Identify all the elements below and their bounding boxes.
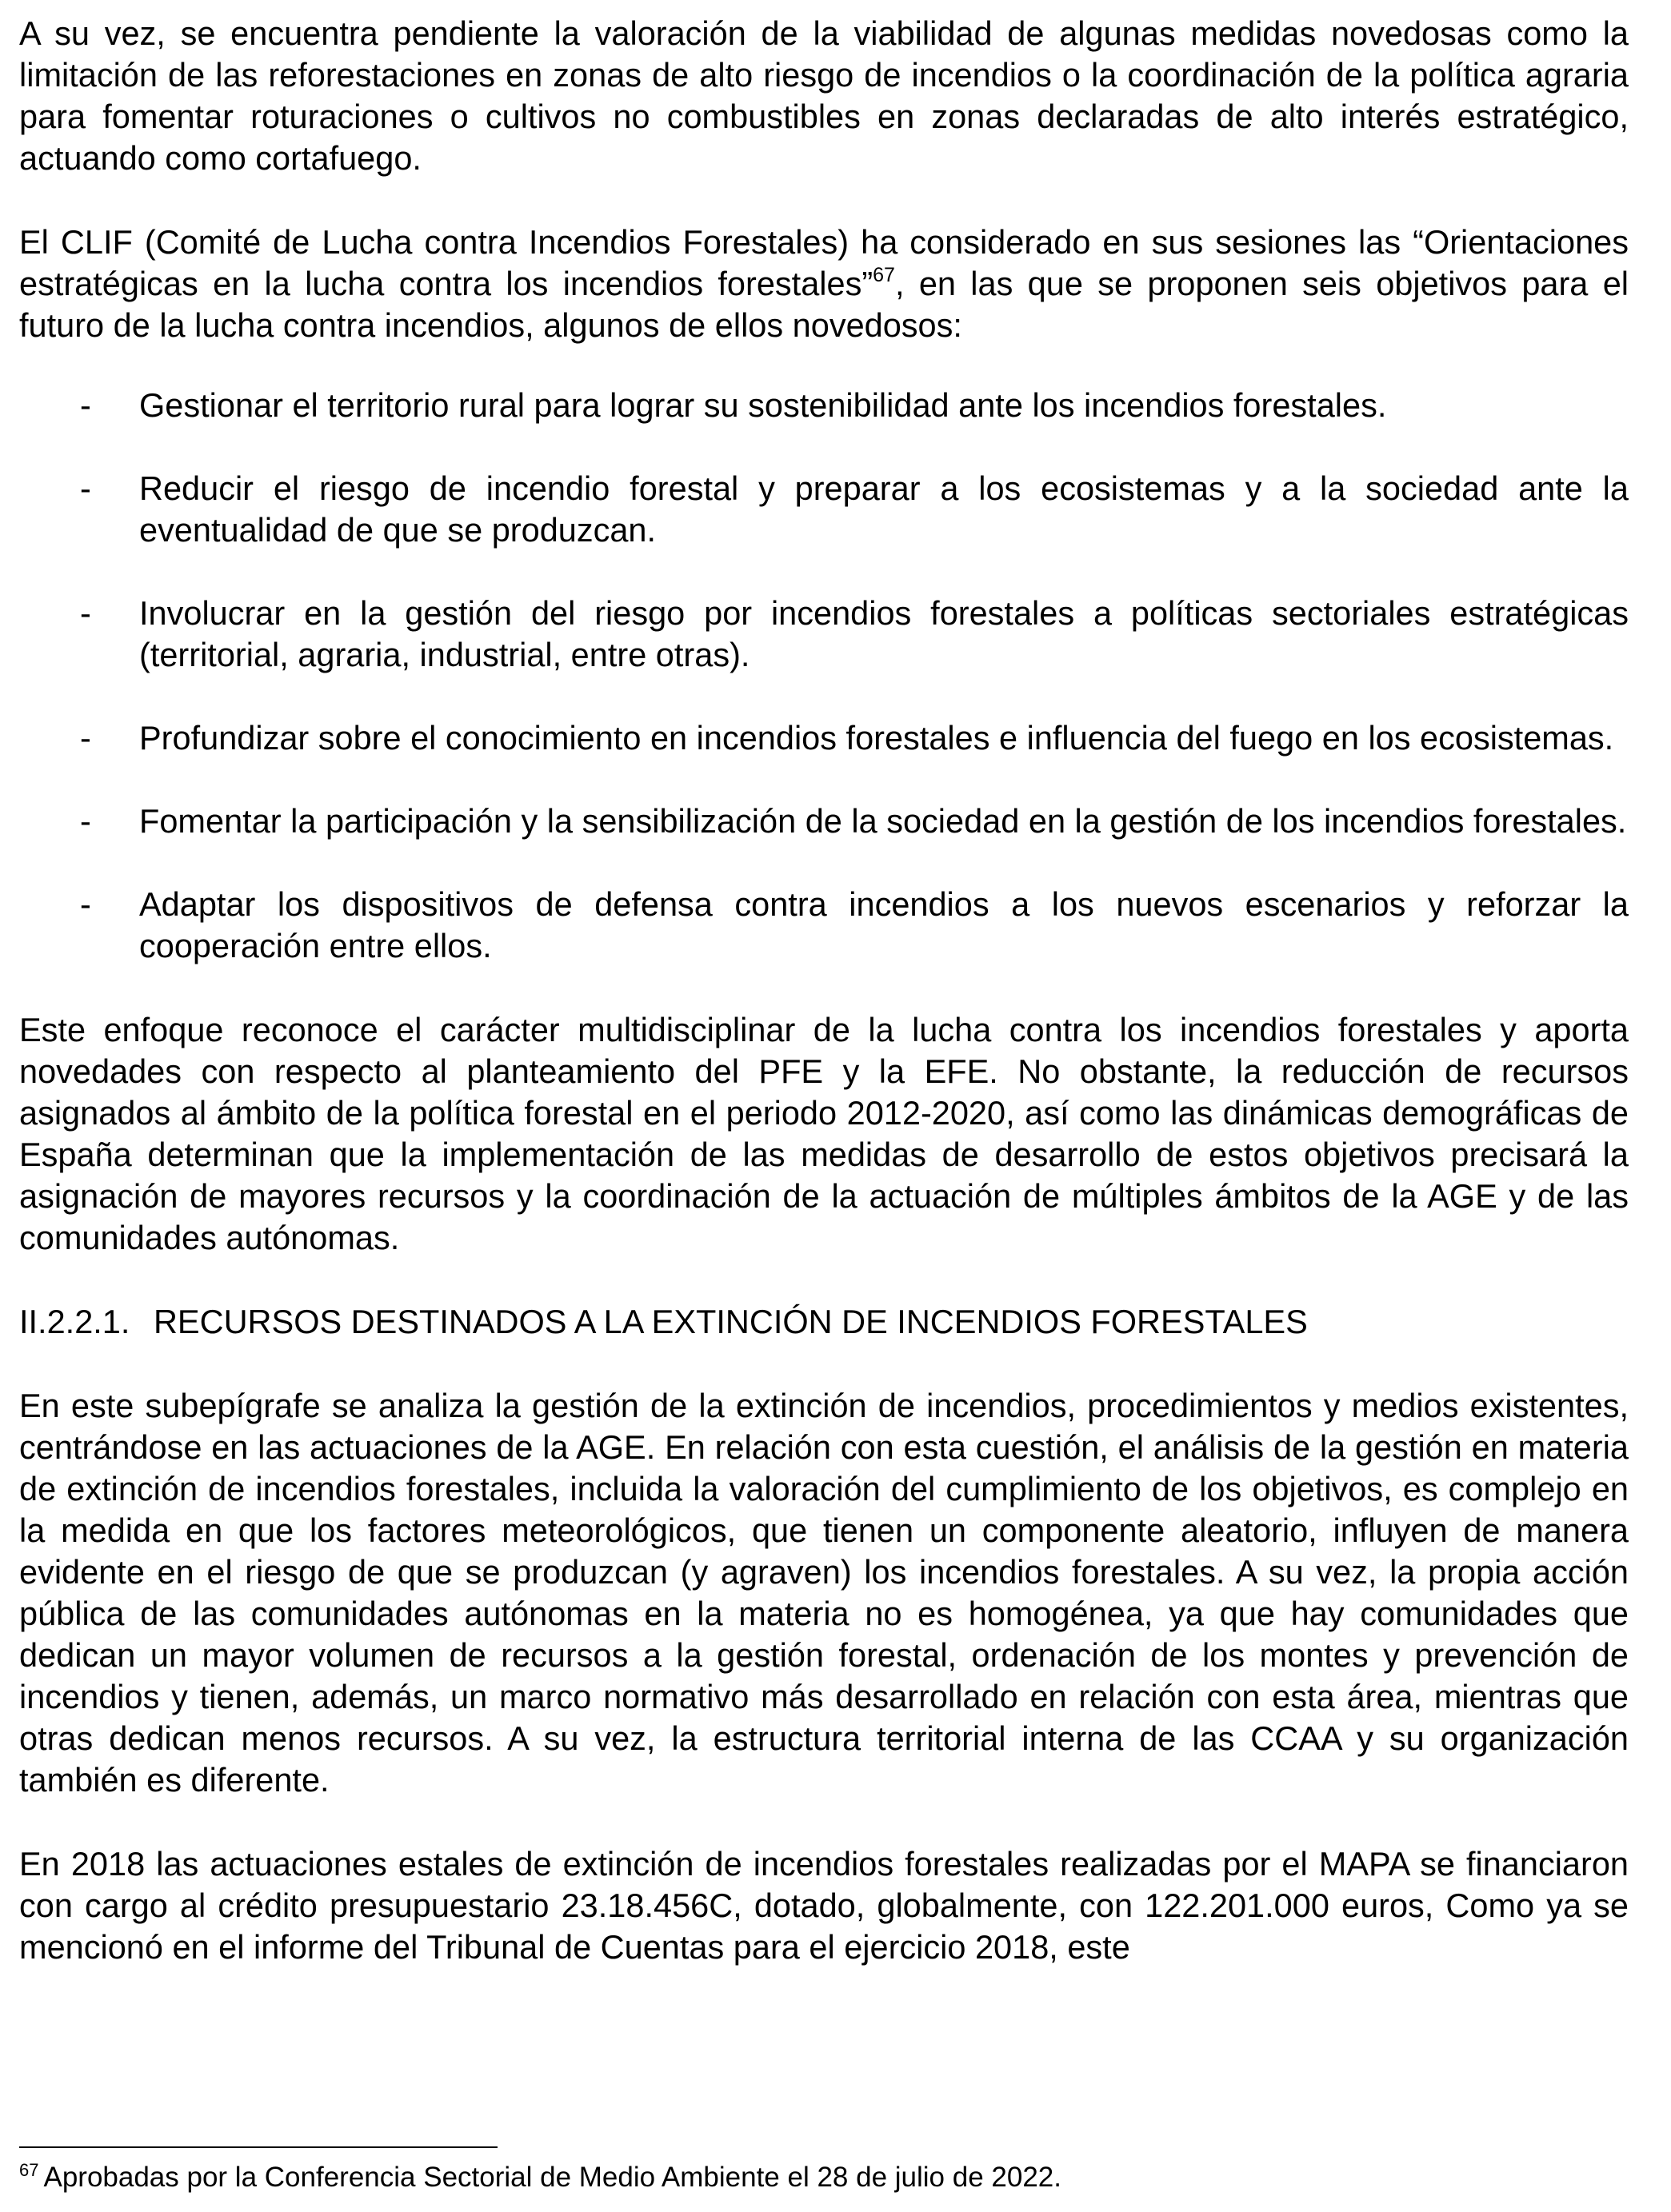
bullet-dash: - xyxy=(80,386,91,424)
section-number: II.2.2.1. xyxy=(19,1303,130,1340)
objective-text: Involucrar en la gestión del riesgo por incendios forestales a políticas sectoriales estratégicas (territorial, agraria, industrial, entre otras). xyxy=(139,594,1629,673)
section-title: RECURSOS DESTINADOS A LA EXTINCIÓN DE INCENDIOS FORESTALES xyxy=(153,1303,1308,1340)
footnote-67 xyxy=(19,2160,1629,2195)
objective-item-1 xyxy=(19,385,1629,426)
bullet-dash: - xyxy=(80,469,91,507)
paragraph-pending-measures: A su vez, se encuentra pendiente la valoración de la viabilidad de algunas medidas novedosas como la limitación de las reforestaciones en zonas de alto riesgo de incendios o la coordinación de la política agraria para fomentar roturaciones o cultivos no combustibles en zonas declaradas de alto interés estratégico, actuando como cortafuego. xyxy=(19,14,1629,177)
bullet-dash: - xyxy=(80,719,91,757)
paragraph-clif-text-start: El CLIF (Comité de Lucha contra Incendios Forestales) ha considerado en sus sesiones las “Orientaciones estratégicas en la lucha contra los incendios forestales” xyxy=(19,223,1629,302)
paragraph-extinction-management: En este subepígrafe se analiza la gestión de la extinción de incendios, procedimientos y medios existentes, centrándose en las actuaciones de la AGE. En relación con esta cuestión, el análisis de la gestión en materia de extinción de incendios forestales, incluida la valoración del cumplimiento de los objetivos, es complejo en la medida en que los factores meteorológicos, que tienen un componente aleatorio, influyen de manera evidente en el riesgo de que se produzcan (y agraven) los incendios forestales. A su vez, la propia acción pública de las comunidades autónomas en la materia no es homogénea, ya que hay comunidades que dedican un mayor volumen de recursos a la gestión forestal, ordenación de los montes y prevención de incendios y tienen, además, un marco normativo más desarrollado en relación con esta área, mientras que otras dedican menos recursos. A su vez, la estructura territorial interna de las CCAA y su organización también es diferente. xyxy=(19,1387,1629,1799)
objective-item-5 xyxy=(19,801,1629,842)
paragraph-clif-text-end: , en las que se proponen seis objetivos para el futuro de la lucha contra incendios, algunos de ellos novedosos: xyxy=(19,265,1629,344)
footnote-text: Aprobadas por la Conferencia Sectorial de Medio Ambiente el 28 de julio de 2022. xyxy=(43,2162,1061,2193)
paragraph-multidisciplinary-approach: Este enfoque reconoce el carácter multidisciplinar de la lucha contra los incendios forestales y aporta novedades con respecto al planteamiento del PFE y la EFE. No obstante, la reducción de recursos asignados al ámbito de la política forestal en el periodo 2012-2020, así como las dinámicas demográficas de España determinan que la implementación de las medidas de desarrollo de estos objetivos precisará la asignación de mayores recursos y la coordinación de la actuación de múltiples ámbitos de la AGE y de las comunidades autónomas. xyxy=(19,1011,1629,1256)
section-heading xyxy=(19,1301,1629,1343)
objective-text: Adaptar los dispositivos de defensa contra incendios a los nuevos escenarios y reforzar la cooperación entre ellos. xyxy=(139,885,1629,964)
bullet-dash: - xyxy=(80,594,91,632)
footnote-separator xyxy=(19,2146,498,2148)
objective-text: Fomentar la participación y la sensibilización de la sociedad en la gestión de los incendios forestales. xyxy=(139,802,1627,840)
objective-item-2 xyxy=(19,468,1629,551)
objectives-list xyxy=(19,385,1629,967)
footnote-reference-67[interactable]: 67 xyxy=(873,264,895,286)
objective-item-6 xyxy=(19,884,1629,967)
objective-text: Profundizar sobre el conocimiento en incendios forestales e influencia del fuego en los ecosistemas. xyxy=(139,719,1614,757)
paragraph-clif-orientations xyxy=(19,222,1629,346)
objective-text: Gestionar el territorio rural para lograr su sostenibilidad ante los incendios forestales. xyxy=(139,386,1387,424)
footnote-number: 67 xyxy=(19,2160,39,2180)
document-page xyxy=(19,13,1629,1968)
objective-item-3 xyxy=(19,593,1629,676)
objective-item-4 xyxy=(19,717,1629,759)
bullet-dash: - xyxy=(80,885,91,923)
bullet-dash: - xyxy=(80,802,91,840)
objective-text: Reducir el riesgo de incendio forestal y preparar a los ecosistemas y a la sociedad ante la eventualidad de que se produzcan. xyxy=(139,469,1629,549)
paragraph-budget-2018: En 2018 las actuaciones estales de extinción de incendios forestales realizadas por el MAPA se financiaron con cargo al crédito presupuestario 23.18.456C, dotado, globalmente, con 122.201.000 euros, Como ya se mencionó en el informe del Tribunal de Cuentas para el ejercicio 2018, este xyxy=(19,1845,1629,1966)
